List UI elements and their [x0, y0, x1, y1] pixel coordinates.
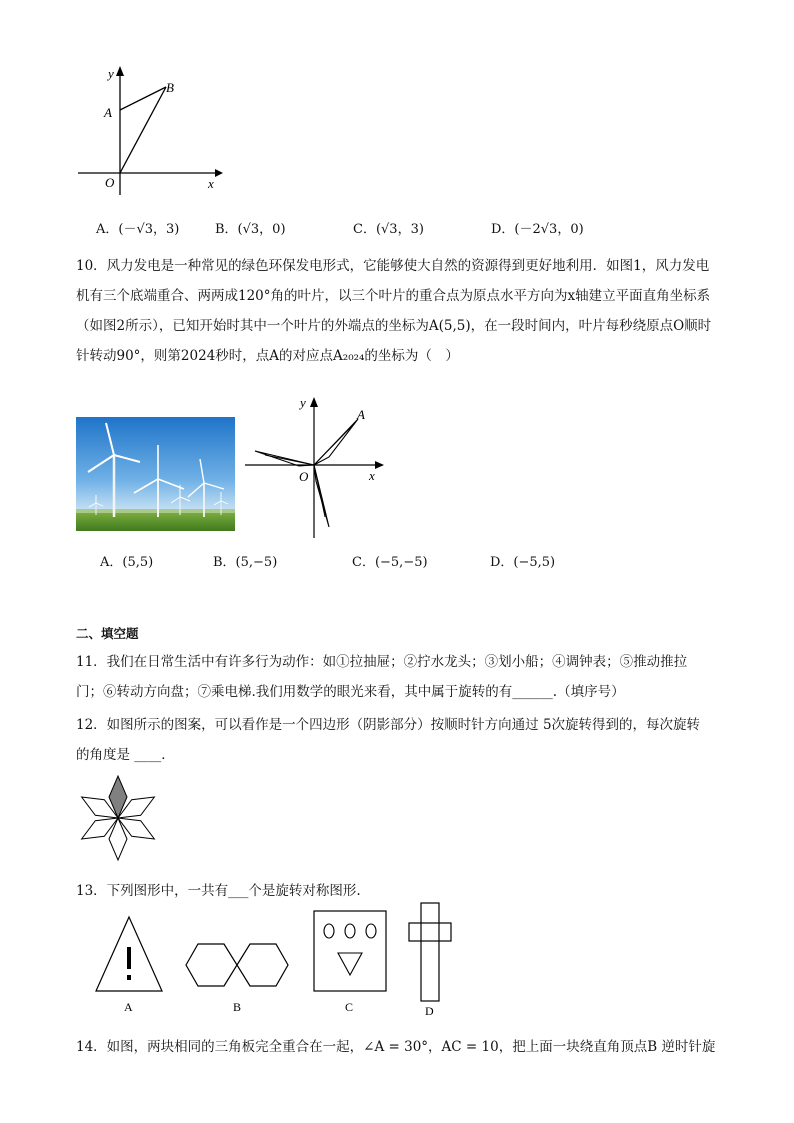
q10-option-c: C．(−5,−5): [352, 555, 428, 570]
q9-option-d: D．(－2√3，0): [491, 222, 584, 237]
q14-text: 14．如图，两块相同的三角板完全重合在一起，∠A = 30°，AC = 10，把上面一块绕直角顶点B 逆时针旋: [76, 1039, 716, 1055]
y-axis-label: y: [300, 395, 306, 410]
q10-text: 10．风力发电是一种常见的绿色环保发电形式，它能够使大自然的资源得到更好地利用．如图1，风力发电机有三个底端重合、两两成120°角的叶片，以三个叶片的重合点为原点水平方向为x轴建立平面直角坐标系（如图2所示），已知开始时其中一个叶片的外端点的坐标为A(5,5)，在一段时间内，叶片每秒绕原点O顺时针转动90°，则第2024秒时，点A的对应点A₂₀₂₄的坐标为（ ）: [76, 258, 712, 364]
y-axis-label: y: [108, 66, 114, 81]
q13-text: 13．下列图形中，一共有___个是旋转对称图形.: [76, 883, 361, 899]
origin-label: O: [105, 175, 115, 190]
figure-label-d: D: [425, 1004, 434, 1017]
q11-line-1: 11．我们在日常生活中有许多行为动作：如①拉抽屉；②拧水龙头；③划小船；④调钟表；⑤推动推拉: [76, 654, 688, 670]
q9-option-a: A．(－√3，3): [96, 222, 180, 237]
q13-figure-square-face: [312, 909, 388, 1015]
q10-option-b: B．(5,−5): [213, 555, 278, 570]
q9-option-b: B．(√3，0): [215, 222, 286, 237]
section-title: 二、填空题: [76, 626, 139, 641]
figure-label-b: B: [233, 1000, 242, 1014]
q11-line-2: 门；⑥转动方向盘；⑦乘电梯.我们用数学的眼光来看，其中属于旋转的有______.（填序号）: [76, 684, 625, 700]
x-axis-label: x: [208, 176, 214, 191]
figure-label-c: C: [345, 1000, 354, 1014]
q12-star-figure: [76, 772, 160, 864]
origin-label: O: [299, 469, 309, 484]
q12-line-2: 的角度是 ____．: [76, 747, 175, 763]
point-b-label: B: [166, 80, 174, 95]
q13-figure-hexagons: [184, 935, 290, 1015]
q10-option-a: A．(5,5): [100, 555, 154, 570]
figure-label-a: A: [124, 1000, 133, 1013]
wind-turbine-photo: [76, 417, 235, 531]
point-a-label: A: [104, 105, 112, 120]
q9-coordinate-figure: [70, 60, 230, 200]
q10-blade-figure: [243, 393, 393, 541]
point-a-label: A: [357, 407, 365, 422]
q9-option-c: C．(√3，3): [353, 222, 424, 237]
x-axis-label: x: [369, 468, 375, 483]
q13-figure-triangle: [94, 915, 164, 1013]
q13-figure-cross: [405, 901, 455, 1017]
q12-line-1: 12．如图所示的图案，可以看作是一个四边形（阴影部分）按顺时针方向通过 5次旋转得到的，每次旋转: [76, 717, 701, 733]
q10-option-d: D．(−5,5): [490, 555, 556, 570]
